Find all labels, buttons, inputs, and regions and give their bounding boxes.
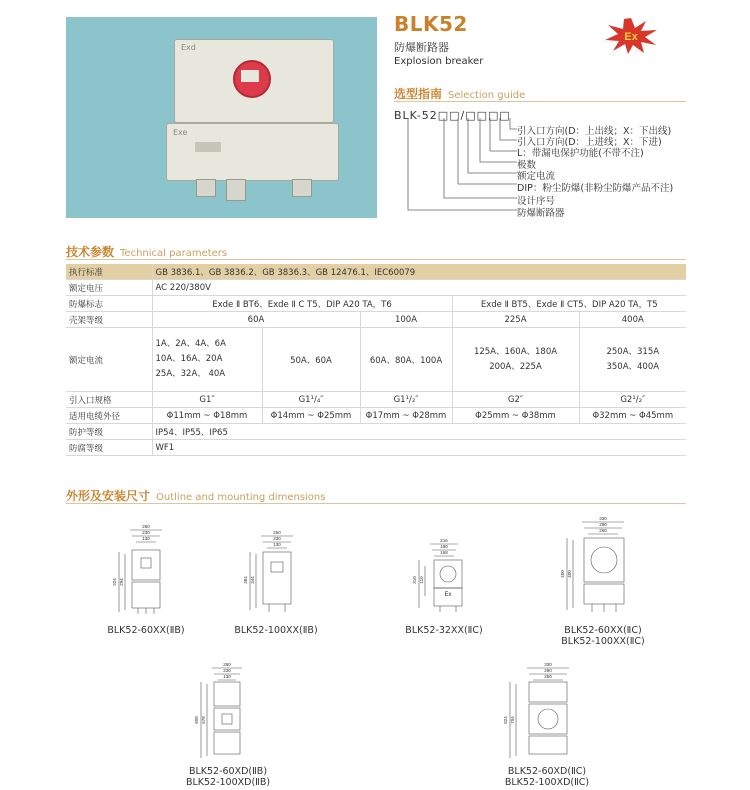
row-label: 壳架等级 bbox=[66, 312, 152, 328]
cell: G2¹/₂″ bbox=[579, 392, 686, 408]
table-row bbox=[66, 424, 686, 440]
dim-label: 330 bbox=[544, 662, 552, 667]
outline-drawing-xd-iic bbox=[503, 660, 593, 762]
row-label: 执行标准 bbox=[66, 264, 152, 280]
table-row bbox=[66, 296, 686, 312]
drawing-caption: BLK52-100XD(ⅡB) bbox=[185, 777, 271, 788]
dim-label: 260 bbox=[273, 530, 281, 535]
dim-label: 260 bbox=[142, 524, 150, 529]
cell: G2″ bbox=[452, 392, 579, 408]
outline-title-en: Outline and mounting dimensions bbox=[156, 492, 326, 503]
cell: G1″ bbox=[152, 392, 262, 408]
cell-line: 350A、400A bbox=[606, 361, 660, 372]
dim-label: 824 bbox=[503, 716, 508, 724]
dim-label: 400 bbox=[567, 570, 572, 578]
guide-leader-lines bbox=[400, 118, 520, 218]
cell bbox=[152, 328, 262, 392]
dim-label: 260 bbox=[223, 662, 231, 667]
guide-item: 极数 bbox=[517, 160, 537, 171]
product-model-title: BLK52 bbox=[394, 12, 468, 36]
drawing-caption: BLK52-100XX(ⅡC) bbox=[561, 636, 645, 647]
cell: Exde Ⅱ BT5、Exde Ⅱ CT5、DIP A20 TA，T5 bbox=[452, 296, 686, 312]
cell: AC 220/380V bbox=[152, 280, 686, 296]
technical-parameters-table bbox=[66, 264, 686, 456]
dim-label: 216 bbox=[440, 538, 448, 543]
ex-badge-text: Ex bbox=[624, 31, 638, 43]
dim-label: 230 bbox=[273, 536, 281, 541]
lower-enclosure bbox=[166, 123, 339, 181]
product-name-en: Explosion breaker bbox=[394, 56, 484, 67]
table-row bbox=[66, 440, 686, 456]
cable-gland bbox=[226, 179, 246, 201]
dim-label: 578 bbox=[201, 716, 206, 724]
guide-item: 引入口方向(D：上出线；X：下出线) bbox=[517, 126, 672, 137]
dim-label: 130 bbox=[142, 536, 150, 541]
dim-label: 450 bbox=[560, 570, 565, 578]
dim-label: 190 bbox=[440, 544, 448, 549]
cell: WF1 bbox=[152, 440, 686, 456]
outline-drawing-32xx-iic bbox=[412, 536, 476, 616]
dim-label: 260 bbox=[544, 674, 552, 679]
cell-line: 125A、160A、180A bbox=[473, 346, 558, 357]
rotary-handle-grip bbox=[241, 70, 259, 82]
cell-line: 200A、225A bbox=[489, 361, 542, 372]
model-code: BLK-52□□/□□□□ bbox=[394, 109, 511, 122]
cell bbox=[579, 328, 686, 392]
row-label: 适用电缆外径 bbox=[66, 408, 152, 424]
cell: G1¹/₂″ bbox=[360, 392, 452, 408]
dim-label: 310 bbox=[412, 576, 417, 584]
dim-label: 168 bbox=[440, 550, 448, 555]
cell-line: 25A、32A、 40A bbox=[155, 369, 226, 379]
upper-enclosure bbox=[174, 39, 334, 123]
table-row bbox=[66, 312, 686, 328]
divider bbox=[66, 503, 686, 504]
drawing-caption: BLK52-60XD(ⅡB) bbox=[188, 766, 268, 777]
cell: 400A bbox=[579, 312, 686, 328]
cell: IP54、IP55、IP65 bbox=[152, 424, 686, 440]
row-label: 防护等级 bbox=[66, 424, 152, 440]
guide-item: DIP：粉尘防爆(非粉尘防爆产品不注) bbox=[517, 183, 674, 194]
table-row bbox=[66, 392, 686, 408]
selection-guide-title-cn: 选型指南 bbox=[394, 87, 443, 101]
cell: 100A bbox=[360, 312, 452, 328]
dim-label: 290 bbox=[544, 668, 552, 673]
drawing-caption: BLK52-100XD(ⅡC) bbox=[504, 777, 590, 788]
drawing-caption: BLK52-60XD(ⅡC) bbox=[507, 766, 587, 777]
row-label: 防爆标志 bbox=[66, 296, 152, 312]
table-row bbox=[66, 264, 686, 280]
table-row bbox=[66, 280, 686, 296]
dim-label: 110 bbox=[419, 576, 424, 584]
dim-label: 794 bbox=[510, 716, 515, 724]
dim-label: 384 bbox=[243, 576, 248, 584]
outline-drawing-xx-iic bbox=[560, 514, 646, 618]
cell bbox=[452, 328, 579, 392]
cable-gland bbox=[292, 179, 312, 197]
guide-item: 额定电流 bbox=[517, 171, 556, 182]
cell: 60A、80A、100A bbox=[360, 328, 452, 392]
outline-drawing-100xx-iib bbox=[243, 528, 311, 616]
cell-line: 250A、315A bbox=[606, 346, 660, 357]
cell: Φ11mm ~ Φ18mm bbox=[152, 408, 262, 424]
guide-item: L：带漏电保护功能(不带不注) bbox=[517, 148, 644, 159]
selection-guide-title-en: Selection guide bbox=[448, 90, 526, 101]
cell: 225A bbox=[452, 312, 579, 328]
row-label: 引入口规格 bbox=[66, 392, 152, 408]
row-label: 防腐等级 bbox=[66, 440, 152, 456]
drawing-caption: BLK52-100XX(ⅡB) bbox=[234, 625, 318, 636]
technical-title-en: Technical parameters bbox=[120, 248, 228, 259]
cell: Φ17mm ~ Φ28mm bbox=[360, 408, 452, 424]
guide-item: 防爆断路器 bbox=[517, 208, 565, 219]
dim-label: 230 bbox=[142, 530, 150, 535]
cell-line: 10A、16A、20A bbox=[155, 354, 223, 364]
ex-mark-label: Ex bbox=[444, 592, 452, 598]
photo-label-exe: Exe bbox=[173, 128, 188, 137]
photo-label-exd: Exd bbox=[181, 43, 196, 52]
cell: G1¹/₄″ bbox=[262, 392, 360, 408]
dim-label: 290 bbox=[599, 522, 607, 527]
cell: 50A、60A bbox=[262, 328, 360, 392]
divider bbox=[394, 101, 686, 102]
cable-gland bbox=[196, 179, 216, 197]
cell: 60A bbox=[152, 312, 360, 328]
outline-title-cn: 外形及安装尺寸 bbox=[66, 489, 151, 503]
cell: Exde Ⅱ BT6、Exde Ⅱ C T5、DIP A20 TA，T6 bbox=[152, 296, 452, 312]
outline-drawing-xd-iib bbox=[194, 660, 260, 762]
technical-title-cn: 技术参数 bbox=[66, 245, 115, 259]
product-photo bbox=[66, 17, 377, 218]
product-name-cn: 防爆断路器 bbox=[394, 41, 449, 54]
outline-drawing-60xx-iib bbox=[112, 522, 180, 618]
cell: Φ25mm ~ Φ38mm bbox=[452, 408, 579, 424]
ex-badge-icon bbox=[604, 18, 658, 54]
table-row bbox=[66, 408, 686, 424]
dim-label: 608 bbox=[194, 716, 199, 724]
drawing-caption: BLK52-32XX(ⅡC) bbox=[405, 625, 483, 636]
technical-title bbox=[66, 243, 227, 260]
table-row bbox=[66, 328, 686, 392]
cell-line: 1A、2A、4A、6A bbox=[155, 339, 226, 349]
selection-guide-title bbox=[394, 85, 525, 102]
cell: GB 3836.1、GB 3836.2、GB 3836.3、GB 12476.1、IEC60079 bbox=[152, 264, 686, 280]
dim-label: 324 bbox=[112, 578, 117, 586]
drawing-caption: BLK52-60XX(ⅡC) bbox=[564, 625, 642, 636]
divider bbox=[66, 259, 686, 260]
drawing-caption: BLK52-60XX(ⅡB) bbox=[107, 625, 185, 636]
dim-label: 230 bbox=[223, 668, 231, 673]
nameplate bbox=[195, 142, 221, 152]
guide-item: 引入口方向(D：上进线；X：下进) bbox=[517, 137, 662, 148]
dim-label: 294 bbox=[119, 578, 124, 586]
dim-label: 130 bbox=[273, 542, 281, 547]
dim-label: 130 bbox=[223, 674, 231, 679]
row-label: 额定电压 bbox=[66, 280, 152, 296]
cell: Φ32mm ~ Φ45mm bbox=[579, 408, 686, 424]
dim-label: 344 bbox=[250, 576, 255, 584]
guide-item: 设计序号 bbox=[517, 196, 556, 207]
dim-label: 330 bbox=[599, 516, 607, 521]
outline-title bbox=[66, 487, 325, 504]
dim-label: 260 bbox=[599, 528, 607, 533]
cell: Φ14mm ~ Φ25mm bbox=[262, 408, 360, 424]
row-label: 额定电流 bbox=[66, 328, 152, 392]
